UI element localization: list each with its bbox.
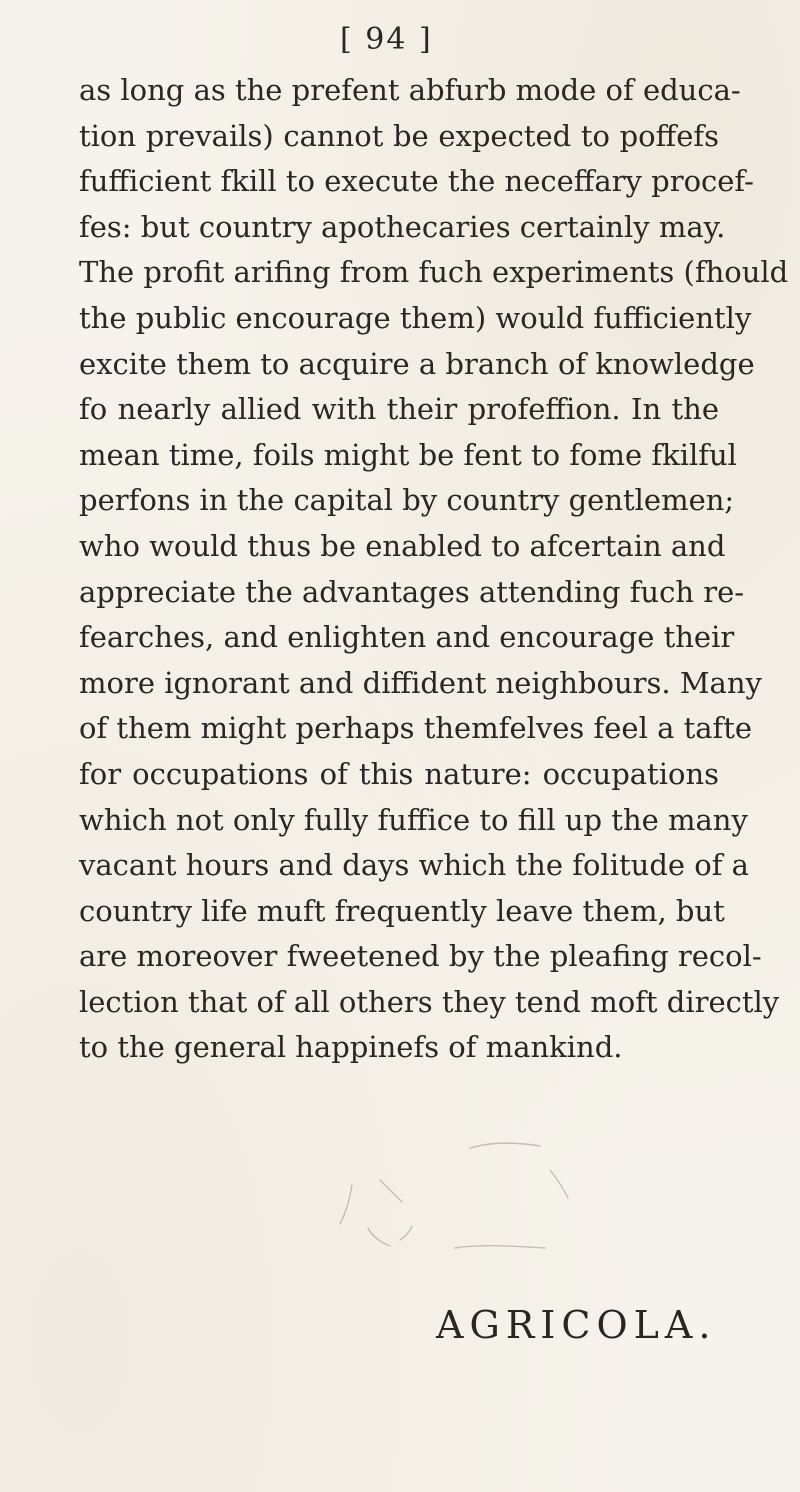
text-line: for occupations of this nature: occupations: [79, 756, 719, 791]
text-line: excite them to acquire a branch of knowledge: [79, 346, 755, 381]
text-line: appreciate the advantages attending fuch re-: [79, 574, 745, 609]
text-line: vacant hours and days which the folitude of a: [79, 848, 749, 883]
text-line: tion prevails) cannot be expected to poffefs: [79, 118, 719, 153]
text-line: mean time, foils might be fent to fome fkilful: [79, 437, 737, 472]
text-line: fes: but country apothecaries certainly may.: [79, 209, 726, 244]
text-line: which not only fully fuffice to fill up the many: [79, 802, 748, 837]
text-line: The profit arifing from fuch experiments (fhould: [79, 255, 789, 290]
text-line: are moreover fweetened by the pleafing recol-: [79, 939, 762, 974]
text-line: country life muft frequently leave them, but: [79, 893, 725, 928]
text-line: the public encourage them) would fufficiently: [79, 300, 752, 335]
text-line: lection that of all others they tend moft directly: [79, 984, 780, 1019]
text-line: to the general happinefs of mankind.: [79, 1030, 623, 1065]
text-line: fo nearly allied with their profeffion. In the: [79, 392, 719, 427]
text-line: perfons in the capital by country gentlemen;: [79, 483, 735, 518]
signature-agricola: AGRICOLA.: [436, 1303, 717, 1347]
text-line: of them might perhaps themfelves feel a tafte: [79, 711, 753, 746]
text-line: as long as the prefent abfurb mode of educa-: [79, 73, 741, 107]
text-line: who would thus be enabled to afcertain and: [79, 528, 726, 563]
page-number: [ 94 ]: [340, 22, 433, 57]
text-line: more ignorant and diffident neighbours. Many: [79, 665, 762, 700]
faint-flourish-marks: [260, 1140, 620, 1260]
text-line: fearches, and enlighten and encourage their: [79, 620, 735, 655]
text-line: fufficient fkill to execute the neceffary procef-: [79, 164, 754, 199]
body-text: [79, 68, 789, 1071]
